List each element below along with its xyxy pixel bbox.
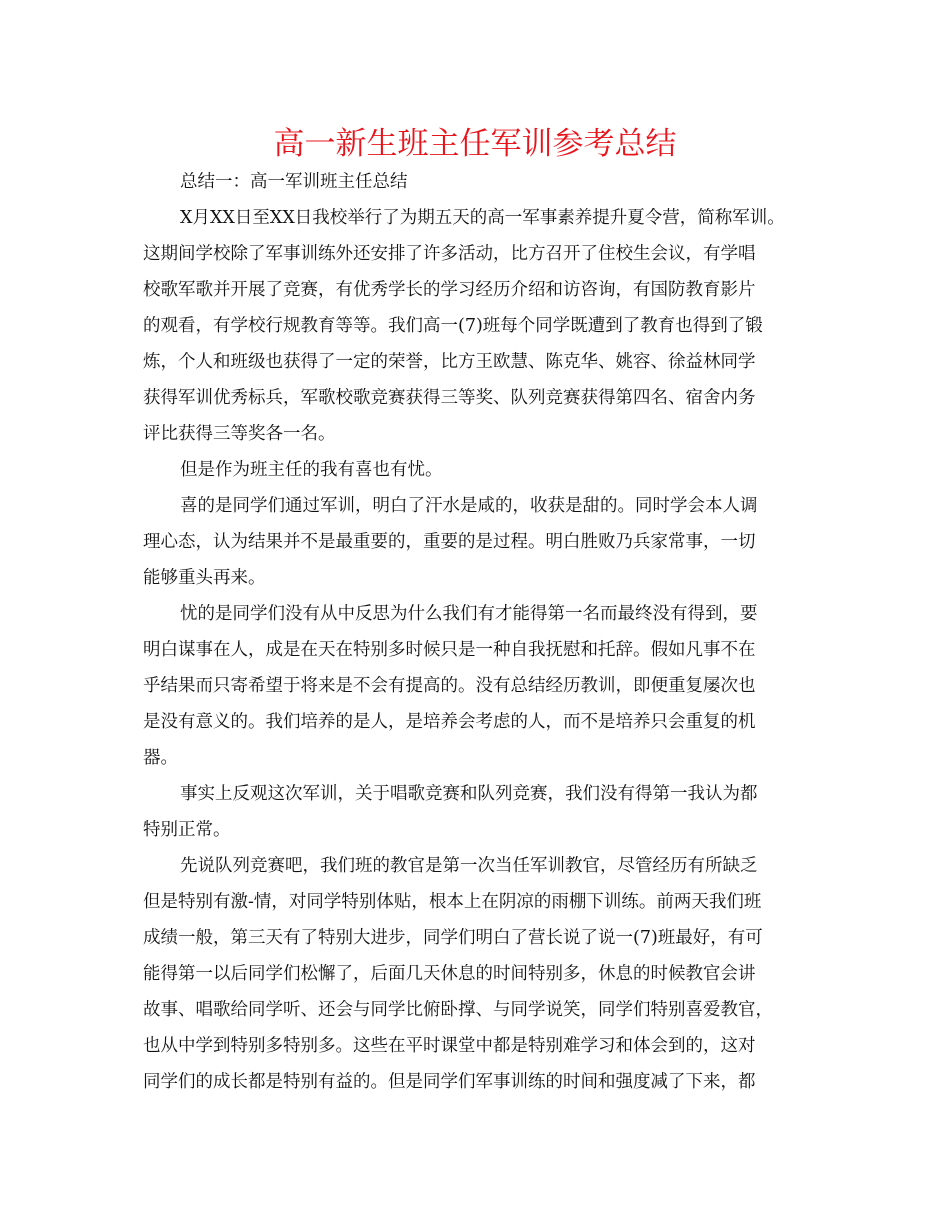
text-line: 但是作为班主任的我有喜也有忧。 [180, 460, 443, 480]
text-line: 故事、唱歌给同学听、还会与同学比俯卧撑、与同学说笑，同学们特别喜爱教官， [143, 1000, 773, 1020]
text-line: 校歌军歌并开展了竞赛，有优秀学长的学习经历介绍和访咨询，有国防教育影片 [143, 280, 756, 300]
text-line: 理心态，认为结果并不是最重要的，重要的是过程。明白胜败乃兵家常事，一切 [143, 532, 756, 552]
text-line: 但是特别有激-情，对同学特别体贴，根本上在阴凉的雨棚下训练。前两天我们班 [143, 892, 762, 912]
text-line: 同学们的成长都是特别有益的。但是同学们军事训练的时间和强度减了下来，都 [143, 1072, 756, 1092]
text-line: 这期间学校除了军事训练外还安排了许多活动，比方召开了住校生会议，有学唱 [143, 244, 756, 264]
text-line: 成绩一般，第三天有了特别大进步，同学们明白了营长说了说一(7)班最好，有可 [143, 928, 763, 948]
text-line: 乎结果而只寄希望于将来是不会有提高的。没有总结经历教训，即便重复屡次也 [143, 676, 756, 696]
text-line: 获得军训优秀标兵，军歌校歌竞赛获得三等奖、队列竞赛获得第四名、宿舍内务 [143, 388, 756, 408]
text-line: 忧的是同学们没有从中反思为什么我们有才能得第一名而最终没有得到，要 [180, 604, 758, 624]
text-line: 事实上反观这次军训，关于唱歌竞赛和队列竞赛，我们没有得第一我认为都 [180, 784, 758, 804]
text-line: 先说队列竞赛吧，我们班的教官是第一次当任军训教官，尽管经历有所缺乏 [180, 856, 758, 876]
text-line: 特别正常。 [143, 820, 231, 840]
document-title: 高一新生班主任军训参考总结 [273, 126, 677, 162]
text-line: 明白谋事在人，成是在天在特别多时候只是一种自我抚慰和托辞。假如凡事不在 [143, 640, 756, 660]
text-line: 的观看，有学校行规教育等等。我们高一(7)班每个同学既遭到了教育也得到了锻 [143, 316, 763, 336]
text-line: 是没有意义的。我们培养的是人，是培养会考虑的人，而不是培养只会重复的机 [143, 712, 756, 732]
text-line: 能得第一以后同学们松懈了，后面几天休息的时间特别多，休息的时候教官会讲 [143, 964, 756, 984]
text-line: 评比获得三等奖各一名。 [143, 424, 336, 444]
text-line: 喜的是同学们通过军训，明白了汗水是咸的，收获是甜的。同时学会本人调 [180, 496, 758, 516]
text-line: 炼，个人和班级也获得了一定的荣誉，比方王欧慧、陈克华、姚容、徐益林同学 [143, 352, 756, 372]
text-line: 总结一：高一军训班主任总结 [180, 172, 408, 192]
text-line: 能够重头再来。 [143, 568, 266, 588]
text-line: 器。 [143, 748, 178, 768]
text-line: 也从中学到特别多特别多。这些在平时课堂中都是特别难学习和体会到的，这对 [143, 1036, 756, 1056]
text-line: X月XX日至XX日我校举行了为期五天的高一军事素养提升夏令营，简称军训。 [180, 208, 785, 228]
